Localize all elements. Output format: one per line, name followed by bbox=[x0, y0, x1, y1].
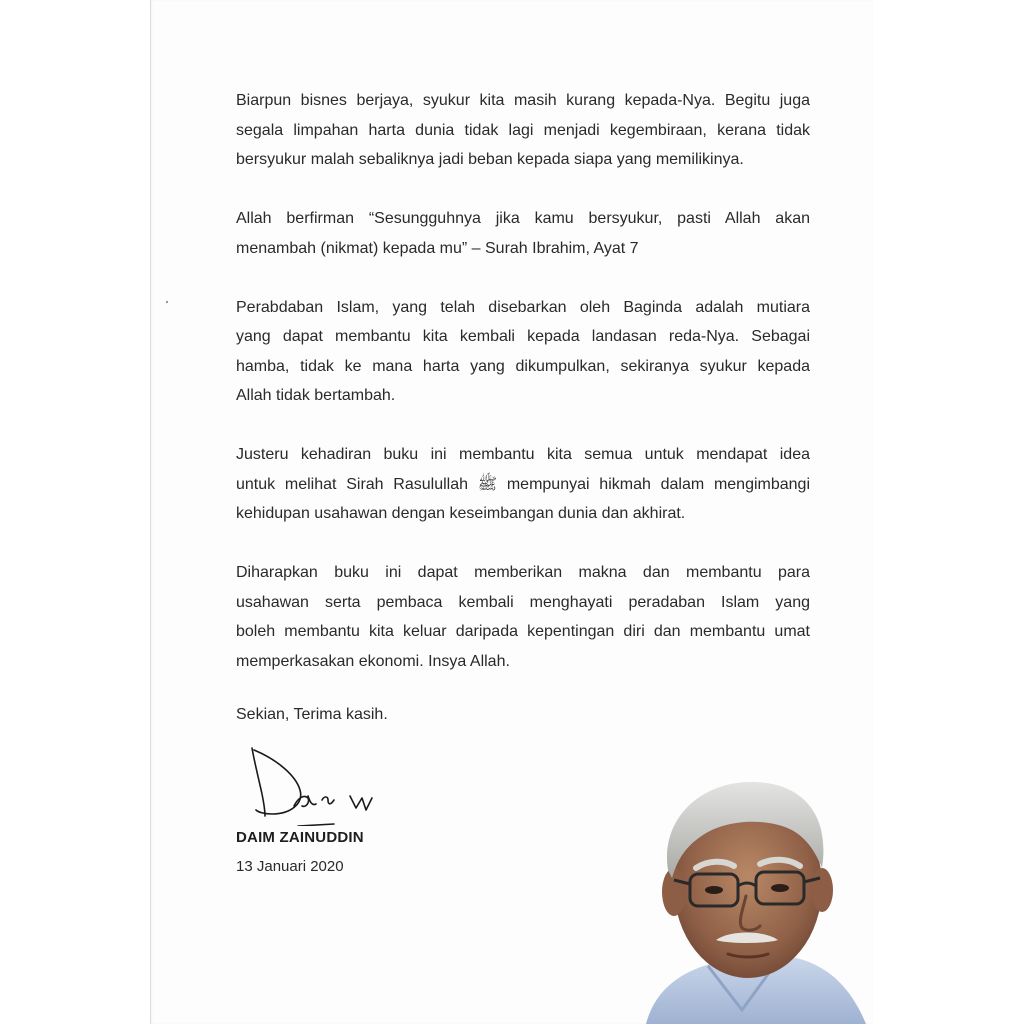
paragraph-line: Allah tidak bertambah. bbox=[236, 387, 396, 404]
paragraph-line: menambah (nikmat) kepada mu” – Surah Ibrahim, Ayat 7 bbox=[236, 239, 639, 257]
paragraph-line: Biarpun bisnes berjaya, syukur kita masih kurang kepada-Nya. Begitu juga bbox=[236, 92, 810, 109]
paragraph-line: hamba, tidak ke mana harta yang dikumpulkan, sekiranya syukur kepada bbox=[236, 357, 810, 375]
paragraph-line: boleh membantu kita keluar daripada kepentingan diri dan membantu umat bbox=[236, 623, 810, 640]
paragraph-line: segala limpahan harta dunia tidak lagi menjadi kegembiraan, kerana tidak bbox=[236, 121, 810, 139]
paragraph-line: memperkasakan ekonomi. Insya Allah. bbox=[236, 652, 510, 670]
letter-date: 13 Januari 2020 bbox=[236, 858, 344, 875]
margin-mark bbox=[166, 301, 168, 303]
paragraph-line: bersyukur malah sebaliknya jadi beban kepada siapa yang memilikinya. bbox=[236, 151, 744, 168]
portrait-icon bbox=[616, 770, 870, 1024]
paragraph-4 bbox=[236, 440, 810, 529]
paragraph-1 bbox=[236, 86, 810, 175]
paragraph-line: yang dapat membantu kita kembali kepada landasan reda-Nya. Sebagai bbox=[236, 328, 810, 345]
paragraph-line: usahawan serta pembaca kembali menghayati peradaban Islam yang bbox=[236, 593, 810, 611]
closing-line: Sekian, Terima kasih. bbox=[236, 706, 388, 723]
paragraph-3 bbox=[236, 293, 810, 411]
paragraph-2 bbox=[236, 204, 810, 263]
letter-body bbox=[236, 86, 810, 706]
paragraph-line: kehidupan usahawan dengan keseimbangan dunia dan akhirat. bbox=[236, 505, 686, 522]
paragraph-line: Allah berfirman “Sesungguhnya jika kamu bersyukur, pasti Allah akan bbox=[236, 210, 810, 227]
paragraph-line: Perabdaban Islam, yang telah disebarkan oleh Baginda adalah mutiara bbox=[236, 298, 810, 316]
paragraph-line: Justeru kehadiran buku ini membantu kita semua untuk mendapat idea bbox=[236, 446, 810, 463]
signature-icon bbox=[238, 742, 398, 826]
signer-name: DAIM ZAINUDDIN bbox=[236, 829, 364, 846]
paragraph-line: untuk melihat Sirah Rasulullah ﷺ mempunyai hikmah dalam mengimbangi bbox=[236, 475, 810, 493]
paragraph-5 bbox=[236, 558, 810, 676]
paragraph-line: Diharapkan buku ini dapat memberikan makna dan membantu para bbox=[236, 564, 810, 581]
